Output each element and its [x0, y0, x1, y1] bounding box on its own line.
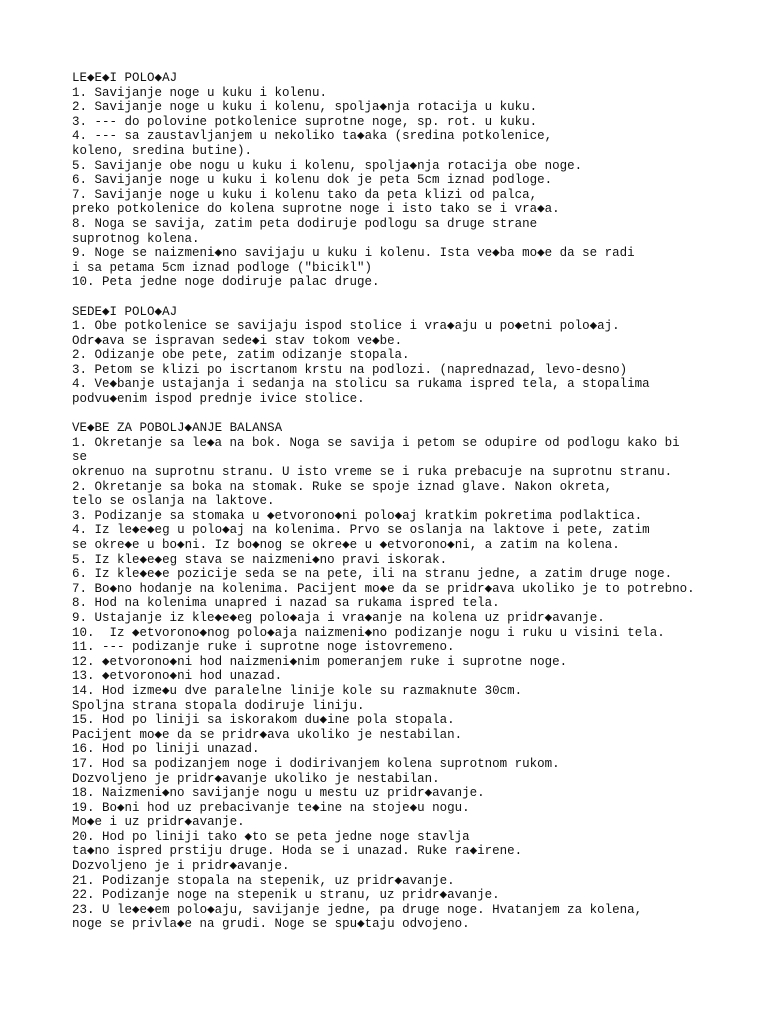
section-lines: [72, 319, 732, 407]
text-line: 4. --- sa zaustavljanjem u nekoliko ta◆aka (sredina potkolenice,: [72, 129, 553, 144]
text-line: Pacijent mo◆e da se pridr◆ava ukoliko je nestabilan.: [72, 727, 463, 742]
text-line: 1. Okretanje sa le◆a na bok. Noga se savija i petom se odupire od podlogu kako bi: [72, 435, 680, 450]
text-line: 19. Bo◆ni hod uz prebacivanje te◆ine na stoje◆u nogu.: [72, 800, 470, 815]
text-line: noge se privla◆e na grudi. Noge se spu◆taju odvojeno.: [72, 917, 470, 932]
text-line: ta◆no ispred prstiju druge. Hoda se i unazad. Ruke ra◆irene.: [72, 844, 523, 859]
text-line: 11. --- podizanje ruke i suprotne noge istovremeno.: [72, 640, 455, 655]
text-line: telo se oslanja na laktove.: [72, 494, 275, 509]
text-line: 8. Noga se savija, zatim peta dodiruje podlogu sa druge strane: [72, 216, 538, 231]
text-line: 6. Iz kle◆e◆e pozicije seda se na pete, ili na stranu jedne, a zatim druge noge.: [72, 567, 673, 582]
text-line: 16. Hod po liniji unazad.: [72, 742, 260, 757]
blank-line: [72, 290, 732, 305]
text-line: 21. Podizanje stopala na stepenik, uz pridr◆avanje.: [72, 873, 455, 888]
text-line: 18. Naizmeni◆no savijanje nogu u mestu uz pridr◆avanje.: [72, 786, 485, 801]
section-sitting: [72, 305, 732, 407]
text-line: 15. Hod po liniji sa iskorakom du◆ine pola stopala.: [72, 713, 455, 728]
text-line: 17. Hod sa podizanjem noge i dodirivanjem kolena suprotnom rukom.: [72, 756, 560, 771]
text-line: 22. Podizanje noge na stepenik u stranu, uz pridr◆avanje.: [72, 888, 500, 903]
text-line: Odr◆ava se ispravan sede◆i stav tokom ve◆be.: [72, 333, 403, 348]
text-line: 9. Noge se naizmeni◆no savijaju u kuku i kolenu. Ista ve◆ba mo◆e da se radi: [72, 246, 635, 261]
text-line: Mo◆e i uz pridr◆avanje.: [72, 815, 245, 830]
section-heading: SEDE◆I POLO◆AJ: [72, 304, 178, 319]
blank-line: [72, 407, 732, 422]
text-line: suprotnog kolena.: [72, 231, 200, 246]
text-line: 7. Savijanje noge u kuku i kolenu tako da peta klizi od palca,: [72, 187, 538, 202]
text-line: Spoljna strana stopala dodiruje liniju.: [72, 698, 365, 713]
text-line: podvu◆enim ispod prednje ivice stolice.: [72, 392, 365, 407]
text-line: Dozvoljeno je pridr◆avanje ukoliko je nestabilan.: [72, 771, 440, 786]
text-line: 1. Savijanje noge u kuku i kolenu.: [72, 85, 328, 100]
section-balance: [72, 421, 732, 932]
text-line: 4. Ve◆banje ustajanja i sedanja na stolicu sa rukama ispred tela, a stopalima: [72, 377, 650, 392]
text-line: 1. Obe potkolenice se savijaju ispod stolice i vra◆aju u po◆etni polo◆aj.: [72, 319, 620, 334]
text-line: 9. Ustajanje iz kle◆e◆eg polo◆aja i vra◆anje na kolena uz pridr◆avanje.: [72, 610, 605, 625]
text-line: 12. ◆etvorono◆ni hod naizmeni◆nim pomeranjem ruke i suprotne noge.: [72, 654, 568, 669]
text-line: 5. Iz kle◆e◆eg stava se naizmeni◆no pravi iskorak.: [72, 552, 448, 567]
document-page: [72, 71, 732, 932]
text-line: 23. U le◆e◆em polo◆aju, savijanje jedne, pa druge noge. Hvatanjem za kolena,: [72, 902, 643, 917]
text-line: 2. Okretanje sa boka na stomak. Ruke se spoje iznad glave. Nakon okreta,: [72, 479, 613, 494]
text-line: 3. --- do polovine potkolenice suprotne noge, sp. rot. u kuku.: [72, 114, 538, 129]
section-lines: [72, 436, 732, 932]
text-line: 10. Iz ◆etvorono◆nog polo◆aja naizmeni◆no podizanje nogu i ruku u visini tela.: [72, 625, 665, 640]
text-line: koleno, sredina butine).: [72, 143, 253, 158]
text-line: 3. Petom se klizi po iscrtanom krstu na podlozi. (naprednazad, levo-desno): [72, 362, 628, 377]
text-line: 2. Odizanje obe pete, zatim odizanje stopala.: [72, 348, 410, 363]
text-line: 3. Podizanje sa stomaka u ◆etvorono◆ni polo◆aj kratkim pokretima podlaktica.: [72, 508, 643, 523]
text-line: 20. Hod po liniji tako ◆to se peta jedne noge stavlja: [72, 829, 470, 844]
text-line: 7. Bo◆no hodanje na kolenima. Pacijent mo◆e da se pridr◆ava ukoliko je to potrebno.: [72, 581, 695, 596]
text-line: okrenuo na suprotnu stranu. U isto vreme se i ruka prebacuje na suprotnu stranu.: [72, 465, 673, 480]
text-line: 8. Hod na kolenima unapred i nazad sa rukama ispred tela.: [72, 596, 500, 611]
text-line: se okre◆e u bo◆ni. Iz bo◆nog se okre◆e u ◆etvorono◆ni, a zatim na kolena.: [72, 538, 620, 552]
text-line: 10. Peta jedne noge dodiruje palac druge.: [72, 275, 380, 290]
section-heading: LE◆E◆I POLO◆AJ: [72, 71, 178, 85]
text-line: i sa petama 5cm iznad podloge ("bicikl"): [72, 260, 373, 275]
text-line: 4. Iz le◆e◆eg u polo◆aj na kolenima. Prvo se oslanja na laktove i pete, zatim: [72, 523, 650, 538]
section-lines: [72, 86, 732, 290]
text-line: se: [72, 450, 88, 465]
text-line: 6. Savijanje noge u kuku i kolenu dok je peta 5cm iznad podloge.: [72, 173, 553, 188]
text-line: Dozvoljeno je i pridr◆avanje.: [72, 859, 290, 874]
text-line: 2. Savijanje noge u kuku i kolenu, spolja◆nja rotacija u kuku.: [72, 100, 538, 115]
text-line: 13. ◆etvorono◆ni hod unazad.: [72, 669, 283, 684]
section-lying: [72, 71, 732, 290]
section-heading: VE◆BE ZA POBOLJ◆ANJE BALANSA: [72, 421, 283, 436]
text-line: 5. Savijanje obe nogu u kuku i kolenu, spolja◆nja rotacija obe noge.: [72, 158, 583, 173]
text-line: 14. Hod izme◆u dve paralelne linije kole su razmaknute 30cm.: [72, 683, 523, 698]
text-line: preko potkolenice do kolena suprotne noge i isto tako se i vra◆a.: [72, 202, 560, 217]
